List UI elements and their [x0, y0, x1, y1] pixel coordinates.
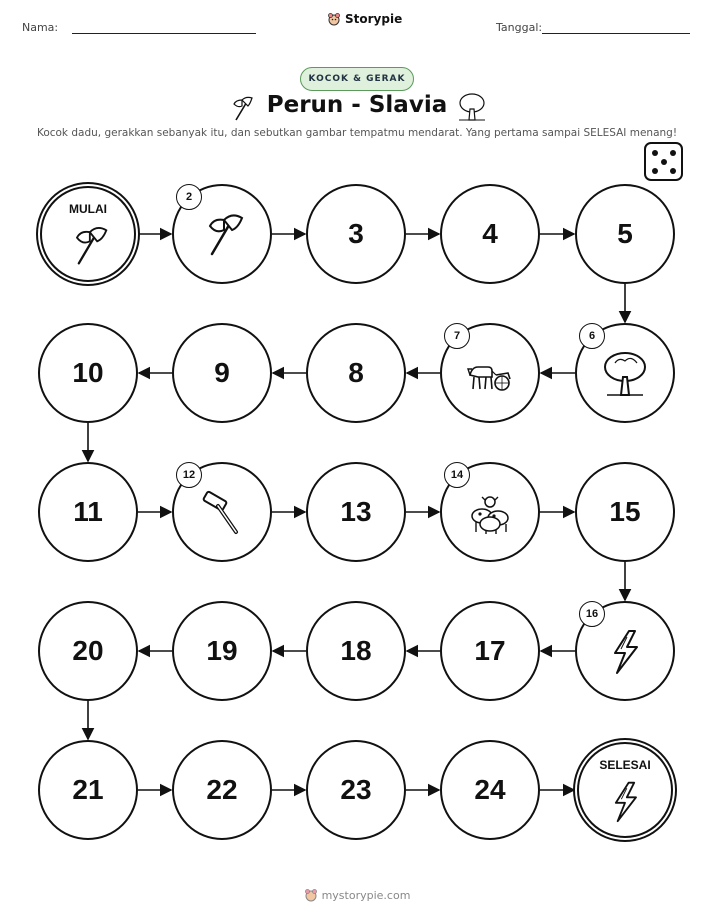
- space-number: 21: [72, 774, 104, 805]
- board-space-14: [440, 462, 540, 562]
- brand-name: Storypie: [345, 12, 403, 26]
- lightning-icon: [601, 627, 649, 675]
- axe-icon: [198, 210, 246, 258]
- date-label: Tanggal:: [496, 21, 543, 34]
- cattle-icon: [466, 488, 514, 536]
- space-number: 18: [340, 635, 372, 666]
- board-space-4: [440, 184, 540, 284]
- page-title: Perun - Slavia: [266, 92, 448, 118]
- space-label: SELESAI: [599, 758, 651, 772]
- instructions-text: Kocok dadu, gerakkan sebanyak itu, dan sebutkan gambar tempatmu mendarat. Yang pertama sampai SELESAI menang!: [36, 127, 678, 139]
- board-space-24: [440, 740, 540, 840]
- board-space-15: [575, 462, 675, 562]
- space-number: 17: [474, 635, 506, 666]
- board-space-8: [306, 323, 406, 423]
- space-label: MULAI: [69, 202, 107, 216]
- axe-icon: [66, 223, 110, 267]
- board-space-19: [172, 601, 272, 701]
- space-number-tag: 6: [579, 323, 605, 349]
- board-space-22: [172, 740, 272, 840]
- space-number: 3: [348, 218, 364, 249]
- space-number: 15: [609, 496, 641, 527]
- start-space: [40, 186, 136, 282]
- board-space-17: [440, 601, 540, 701]
- space-number-tag: 14: [444, 462, 470, 488]
- board-space-9: [172, 323, 272, 423]
- space-number: 5: [617, 218, 633, 249]
- space-number: 22: [206, 774, 238, 805]
- board-space-23: [306, 740, 406, 840]
- board-space-11: [38, 462, 138, 562]
- board-space-6: [575, 323, 675, 423]
- tree-icon: [601, 349, 649, 397]
- space-number: 24: [474, 774, 506, 805]
- board-space-7: [440, 323, 540, 423]
- space-number: 13: [340, 496, 372, 527]
- space-number: 9: [214, 357, 230, 388]
- board-space-20: [38, 601, 138, 701]
- horse-cart-icon: [466, 349, 514, 397]
- board-space-5: [575, 184, 675, 284]
- space-number: 10: [72, 357, 104, 388]
- hammer-icon: [198, 488, 246, 536]
- storypie-mascot-icon: [304, 888, 318, 902]
- footer-url[interactable]: mystorypie.com: [321, 888, 411, 902]
- game-type-badge: KOCOK & GERAK: [300, 67, 414, 91]
- space-number: 8: [348, 357, 364, 388]
- board-space-16: [575, 601, 675, 701]
- space-number-tag: 12: [176, 462, 202, 488]
- lightning-icon: [603, 779, 647, 823]
- footer: [0, 888, 714, 902]
- space-number: 19: [206, 635, 238, 666]
- space-number: 4: [482, 218, 498, 249]
- space-number: 23: [340, 774, 372, 805]
- board-space-18: [306, 601, 406, 701]
- space-number: 11: [73, 496, 103, 527]
- space-number-tag: 2: [176, 184, 202, 210]
- space-number: 20: [72, 635, 104, 666]
- board-space-2: [172, 184, 272, 284]
- name-label: Nama:: [22, 21, 59, 34]
- board-space-21: [38, 740, 138, 840]
- board-space-12: [172, 462, 272, 562]
- space-number-tag: 7: [444, 323, 470, 349]
- board-space-10: [38, 323, 138, 423]
- board-space-13: [306, 462, 406, 562]
- board-space-3: [306, 184, 406, 284]
- space-number-tag: 16: [579, 601, 605, 627]
- finish-space: [577, 742, 673, 838]
